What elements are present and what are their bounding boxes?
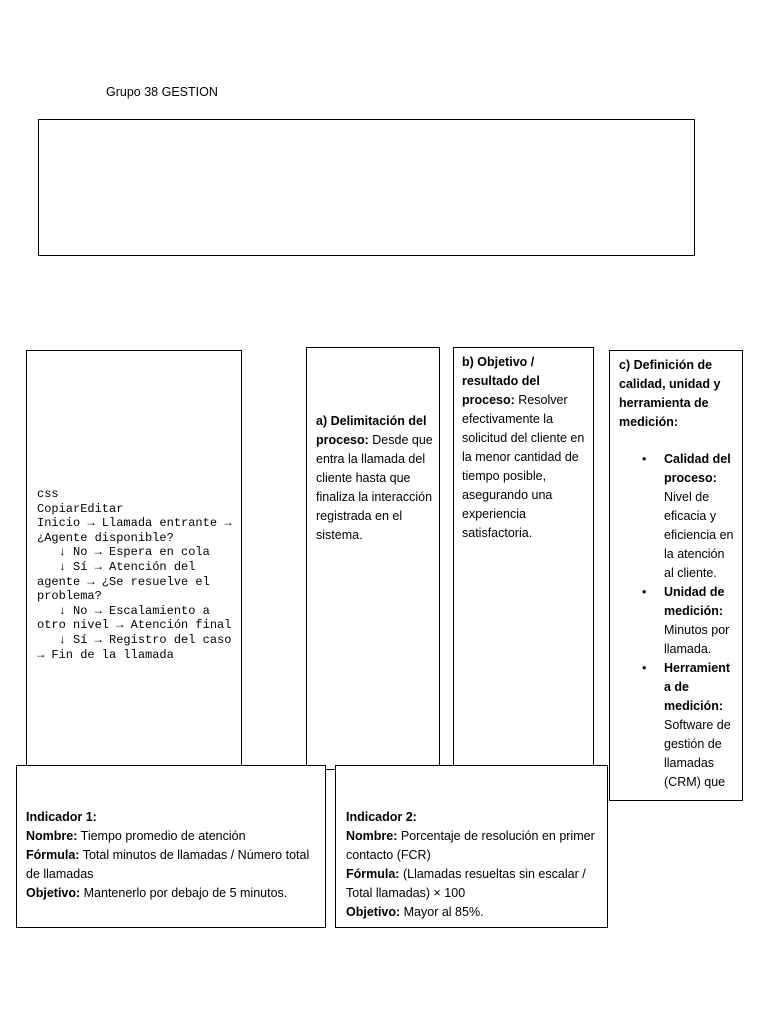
objetivo-label: Objetivo: bbox=[346, 905, 401, 919]
delimitacion-body: Desde que entra la llamada del cliente hasta que finaliza la interacción registrada en el sistema. bbox=[316, 433, 433, 542]
indicador-2-title: Indicador 2: bbox=[346, 810, 417, 824]
item-label: Calidad del proceso: bbox=[664, 452, 731, 485]
bullet-icon: • bbox=[642, 585, 647, 599]
objetivo-value: Mayor al 85%. bbox=[400, 905, 484, 919]
flow-box bbox=[26, 350, 242, 770]
box-objetivo bbox=[453, 347, 594, 770]
calidad-list bbox=[642, 450, 736, 792]
bullet-icon: • bbox=[642, 661, 647, 675]
objetivo-body: Resolver efectivamente la solicitud del cliente en la menor cantidad de tiempo posible, asegurando una experiencia satisfactoria. bbox=[462, 393, 585, 540]
box-delimitacion bbox=[306, 347, 440, 770]
indicador-1-title: Indicador 1: bbox=[26, 810, 97, 824]
indicador-1-box bbox=[16, 765, 326, 928]
nombre-value: Porcentaje de resolución en primer contacto (FCR) bbox=[346, 829, 595, 862]
nombre-label: Nombre: bbox=[346, 829, 398, 843]
formula-label: Fórmula: bbox=[26, 848, 80, 862]
list-item bbox=[642, 583, 736, 659]
list-item bbox=[642, 659, 736, 792]
objetivo-label: Objetivo: bbox=[26, 886, 81, 900]
item-text: Minutos por llamada. bbox=[664, 623, 730, 656]
formula-value: (Llamadas resueltas sin escalar / Total llamadas) × 100 bbox=[346, 867, 586, 900]
objetivo-value: Mantenerlo por debajo de 5 minutos. bbox=[80, 886, 288, 900]
nombre-label: Nombre: bbox=[26, 829, 78, 843]
page-title: Grupo 38 GESTION bbox=[106, 85, 218, 99]
bullet-icon: • bbox=[642, 452, 647, 466]
calidad-heading: c) Definición de calidad, unidad y herramienta de medición: bbox=[619, 358, 721, 429]
nombre-value: Tiempo promedio de atención bbox=[77, 829, 246, 843]
item-label: Herramient a de medición: bbox=[664, 661, 730, 713]
formula-label: Fórmula: bbox=[346, 867, 400, 881]
formula-value: Total minutos de llamadas / Número total de llamadas bbox=[26, 848, 310, 881]
delimitacion-heading: a) Delimitación del proceso: bbox=[316, 414, 427, 447]
item-text: Software de gestión de llamadas (CRM) que bbox=[664, 718, 731, 789]
indicador-2-box bbox=[335, 765, 608, 928]
list-item bbox=[642, 450, 736, 583]
flow-text: css CopiarEditar Inicio → Llamada entrante → ¿Agente disponible? ↓ No → Espera en cola ↓ Sí → Atención del agente → ¿Se resuelve el problema? ↓ No → Escalamiento a otro nivel → Atención final ↓ Sí → Registro del caso → Fin de la llamada bbox=[37, 487, 232, 662]
empty-text-box bbox=[38, 119, 695, 256]
item-label: Unidad de medición: bbox=[664, 585, 725, 618]
objetivo-text bbox=[462, 353, 590, 543]
box-calidad bbox=[609, 350, 743, 801]
objetivo-heading: b) Objetivo / resultado del proceso: bbox=[462, 355, 540, 407]
delimitacion-text bbox=[316, 412, 434, 545]
item-text: Nivel de eficacia y eficiencia en la atención al cliente. bbox=[664, 490, 734, 580]
